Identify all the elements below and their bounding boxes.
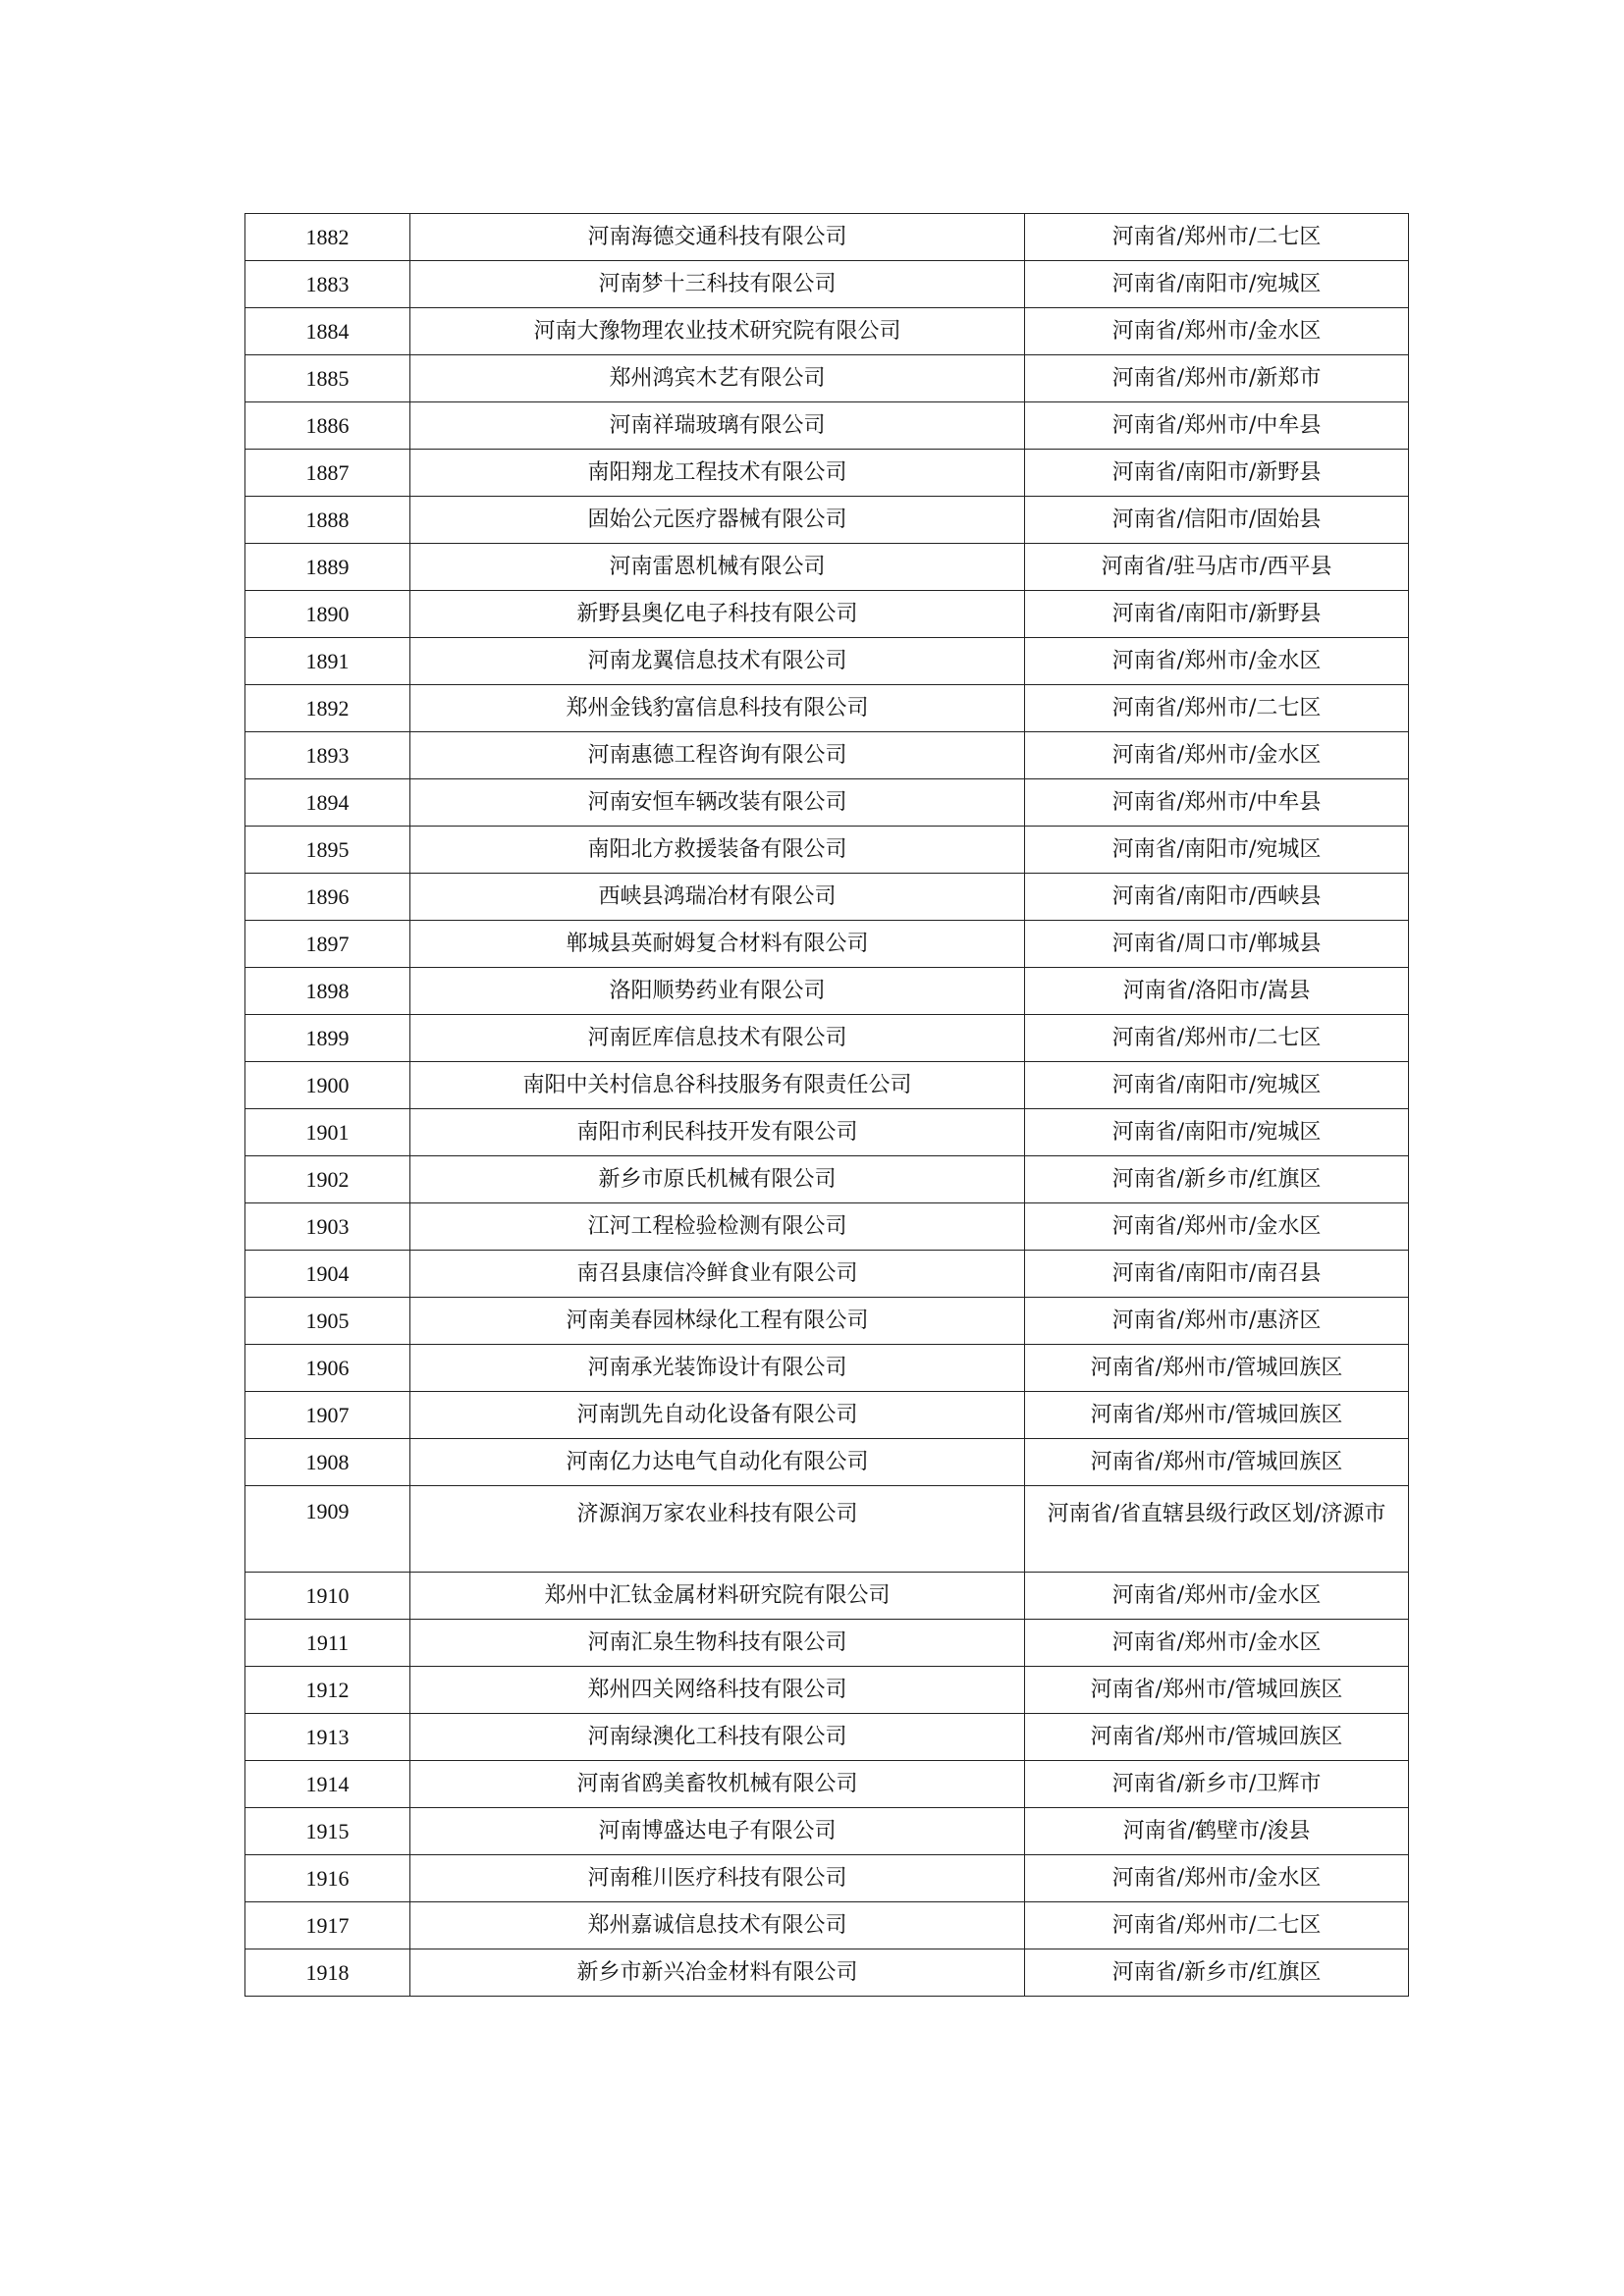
region-cell: 河南省/驻马店市/西平县	[1025, 544, 1409, 591]
row-number-cell: 1889	[245, 544, 410, 591]
row-number-cell: 1891	[245, 638, 410, 685]
region-cell: 河南省/郑州市/管城回族区	[1025, 1439, 1409, 1486]
region-cell: 河南省/郑州市/中牟县	[1025, 779, 1409, 827]
region-cell: 河南省/郑州市/中牟县	[1025, 402, 1409, 450]
row-number-cell: 1900	[245, 1062, 410, 1109]
table-row	[245, 261, 1409, 308]
company-name-cell: 河南祥瑞玻璃有限公司	[410, 402, 1025, 450]
table-row	[245, 921, 1409, 968]
row-number-cell: 1906	[245, 1345, 410, 1392]
company-name-cell: 郑州中汇钛金属材料研究院有限公司	[410, 1573, 1025, 1620]
row-number-cell: 1893	[245, 732, 410, 779]
table-row	[245, 1156, 1409, 1203]
row-number-cell: 1901	[245, 1109, 410, 1156]
row-number-cell: 1888	[245, 497, 410, 544]
region-cell: 河南省/郑州市/金水区	[1025, 1203, 1409, 1251]
row-number-cell: 1887	[245, 450, 410, 497]
row-number-cell: 1895	[245, 827, 410, 874]
company-name-cell: 河南亿力达电气自动化有限公司	[410, 1439, 1025, 1486]
table-row	[245, 1808, 1409, 1855]
company-name-cell: 新乡市新兴冶金材料有限公司	[410, 1949, 1025, 1997]
company-name-cell: 河南安恒车辆改装有限公司	[410, 779, 1025, 827]
table-row	[245, 1109, 1409, 1156]
table-row	[245, 1203, 1409, 1251]
region-cell: 河南省/郑州市/管城回族区	[1025, 1714, 1409, 1761]
company-name-cell: 郑州金钱豹富信息科技有限公司	[410, 685, 1025, 732]
table-row	[245, 968, 1409, 1015]
company-name-cell: 南阳北方救援装备有限公司	[410, 827, 1025, 874]
row-number-cell: 1907	[245, 1392, 410, 1439]
region-cell: 河南省/新乡市/红旗区	[1025, 1949, 1409, 1997]
row-number-cell: 1918	[245, 1949, 410, 1997]
table-row	[245, 1761, 1409, 1808]
table-row	[245, 544, 1409, 591]
region-cell: 河南省/郑州市/管城回族区	[1025, 1345, 1409, 1392]
region-cell: 河南省/郑州市/惠济区	[1025, 1298, 1409, 1345]
company-name-cell: 河南大豫物理农业技术研究院有限公司	[410, 308, 1025, 355]
row-number-cell: 1904	[245, 1251, 410, 1298]
row-number-cell: 1913	[245, 1714, 410, 1761]
table-row	[245, 1902, 1409, 1949]
company-name-cell: 河南美春园林绿化工程有限公司	[410, 1298, 1025, 1345]
row-number-cell: 1902	[245, 1156, 410, 1203]
table-row	[245, 732, 1409, 779]
region-cell: 河南省/郑州市/金水区	[1025, 732, 1409, 779]
table-row	[245, 1251, 1409, 1298]
row-number-cell: 1912	[245, 1667, 410, 1714]
company-name-cell: 新乡市原氏机械有限公司	[410, 1156, 1025, 1203]
region-cell: 河南省/周口市/郸城县	[1025, 921, 1409, 968]
region-cell: 河南省/郑州市/金水区	[1025, 638, 1409, 685]
table-row	[245, 450, 1409, 497]
row-number-cell: 1885	[245, 355, 410, 402]
company-name-cell: 南阳中关村信息谷科技服务有限责任公司	[410, 1062, 1025, 1109]
company-name-cell: 河南博盛达电子有限公司	[410, 1808, 1025, 1855]
row-number-cell: 1898	[245, 968, 410, 1015]
region-cell: 河南省/郑州市/管城回族区	[1025, 1667, 1409, 1714]
region-cell: 河南省/南阳市/宛城区	[1025, 827, 1409, 874]
row-number-cell: 1890	[245, 591, 410, 638]
region-cell: 河南省/郑州市/二七区	[1025, 1902, 1409, 1949]
company-name-cell: 济源润万家农业科技有限公司	[410, 1486, 1025, 1573]
table-row	[245, 355, 1409, 402]
region-cell: 河南省/郑州市/金水区	[1025, 1855, 1409, 1902]
row-number-cell: 1916	[245, 1855, 410, 1902]
table-row	[245, 827, 1409, 874]
table-body	[245, 214, 1409, 1997]
table-row	[245, 779, 1409, 827]
region-cell: 河南省/郑州市/金水区	[1025, 1573, 1409, 1620]
region-cell: 河南省/省直辖县级行政区划/济源市	[1025, 1486, 1409, 1573]
table-row	[245, 874, 1409, 921]
region-cell: 河南省/信阳市/固始县	[1025, 497, 1409, 544]
row-number-cell: 1897	[245, 921, 410, 968]
table-row	[245, 497, 1409, 544]
company-name-cell: 南阳翔龙工程技术有限公司	[410, 450, 1025, 497]
region-cell: 河南省/鹤壁市/浚县	[1025, 1808, 1409, 1855]
row-number-cell: 1886	[245, 402, 410, 450]
table-row	[245, 214, 1409, 261]
row-number-cell: 1911	[245, 1620, 410, 1667]
table-row	[245, 1062, 1409, 1109]
table-row	[245, 591, 1409, 638]
table-row	[245, 1392, 1409, 1439]
company-name-cell: 郑州鸿宾木艺有限公司	[410, 355, 1025, 402]
region-cell: 河南省/南阳市/宛城区	[1025, 261, 1409, 308]
table-row	[245, 1345, 1409, 1392]
region-cell: 河南省/郑州市/金水区	[1025, 308, 1409, 355]
table-row	[245, 1620, 1409, 1667]
company-name-cell: 河南稚川医疗科技有限公司	[410, 1855, 1025, 1902]
region-cell: 河南省/洛阳市/嵩县	[1025, 968, 1409, 1015]
row-number-cell: 1910	[245, 1573, 410, 1620]
region-cell: 河南省/南阳市/南召县	[1025, 1251, 1409, 1298]
table-row	[245, 685, 1409, 732]
company-name-cell: 江河工程检验检测有限公司	[410, 1203, 1025, 1251]
company-name-cell: 河南海德交通科技有限公司	[410, 214, 1025, 261]
row-number-cell: 1883	[245, 261, 410, 308]
company-name-cell: 河南汇泉生物科技有限公司	[410, 1620, 1025, 1667]
region-cell: 河南省/郑州市/金水区	[1025, 1620, 1409, 1667]
region-cell: 河南省/南阳市/新野县	[1025, 450, 1409, 497]
table-row	[245, 1855, 1409, 1902]
region-cell: 河南省/郑州市/二七区	[1025, 214, 1409, 261]
region-cell: 河南省/新乡市/红旗区	[1025, 1156, 1409, 1203]
company-name-cell: 南召县康信冷鲜食业有限公司	[410, 1251, 1025, 1298]
table-row	[245, 402, 1409, 450]
row-number-cell: 1917	[245, 1902, 410, 1949]
region-cell: 河南省/郑州市/二七区	[1025, 1015, 1409, 1062]
region-cell: 河南省/南阳市/新野县	[1025, 591, 1409, 638]
company-name-cell: 西峡县鸿瑞冶材有限公司	[410, 874, 1025, 921]
row-number-cell: 1903	[245, 1203, 410, 1251]
company-name-cell: 新野县奥亿电子科技有限公司	[410, 591, 1025, 638]
company-name-cell: 河南龙翼信息技术有限公司	[410, 638, 1025, 685]
region-cell: 河南省/新乡市/卫辉市	[1025, 1761, 1409, 1808]
row-number-cell: 1908	[245, 1439, 410, 1486]
row-number-cell: 1892	[245, 685, 410, 732]
company-name-cell: 洛阳顺势药业有限公司	[410, 968, 1025, 1015]
row-number-cell: 1896	[245, 874, 410, 921]
table-row	[245, 638, 1409, 685]
company-list-table	[244, 213, 1409, 1997]
company-name-cell: 河南凯先自动化设备有限公司	[410, 1392, 1025, 1439]
company-name-cell: 河南承光装饰设计有限公司	[410, 1345, 1025, 1392]
table-row	[245, 1667, 1409, 1714]
row-number-cell: 1914	[245, 1761, 410, 1808]
table-row	[245, 1298, 1409, 1345]
table-row	[245, 1573, 1409, 1620]
company-name-cell: 郑州嘉诚信息技术有限公司	[410, 1902, 1025, 1949]
region-cell: 河南省/南阳市/西峡县	[1025, 874, 1409, 921]
company-name-cell: 河南梦十三科技有限公司	[410, 261, 1025, 308]
table-row	[245, 1015, 1409, 1062]
company-name-cell: 河南省鸥美畜牧机械有限公司	[410, 1761, 1025, 1808]
table-row	[245, 1714, 1409, 1761]
table-row	[245, 1439, 1409, 1486]
company-name-cell: 河南雷恩机械有限公司	[410, 544, 1025, 591]
region-cell: 河南省/郑州市/新郑市	[1025, 355, 1409, 402]
company-name-cell: 郸城县英耐姆复合材料有限公司	[410, 921, 1025, 968]
company-name-cell: 河南惠德工程咨询有限公司	[410, 732, 1025, 779]
region-cell: 河南省/南阳市/宛城区	[1025, 1062, 1409, 1109]
region-cell: 河南省/郑州市/二七区	[1025, 685, 1409, 732]
company-name-cell: 郑州四关网络科技有限公司	[410, 1667, 1025, 1714]
company-name-cell: 河南匠库信息技术有限公司	[410, 1015, 1025, 1062]
row-number-cell: 1899	[245, 1015, 410, 1062]
row-number-cell: 1894	[245, 779, 410, 827]
company-name-cell: 固始公元医疗器械有限公司	[410, 497, 1025, 544]
table-row	[245, 308, 1409, 355]
company-name-cell: 南阳市利民科技开发有限公司	[410, 1109, 1025, 1156]
region-cell: 河南省/郑州市/管城回族区	[1025, 1392, 1409, 1439]
company-name-cell: 河南绿澳化工科技有限公司	[410, 1714, 1025, 1761]
row-number-cell: 1909	[245, 1486, 410, 1573]
row-number-cell: 1915	[245, 1808, 410, 1855]
table-row	[245, 1486, 1409, 1573]
row-number-cell: 1882	[245, 214, 410, 261]
table-row	[245, 1949, 1409, 1997]
row-number-cell: 1884	[245, 308, 410, 355]
region-cell: 河南省/南阳市/宛城区	[1025, 1109, 1409, 1156]
row-number-cell: 1905	[245, 1298, 410, 1345]
